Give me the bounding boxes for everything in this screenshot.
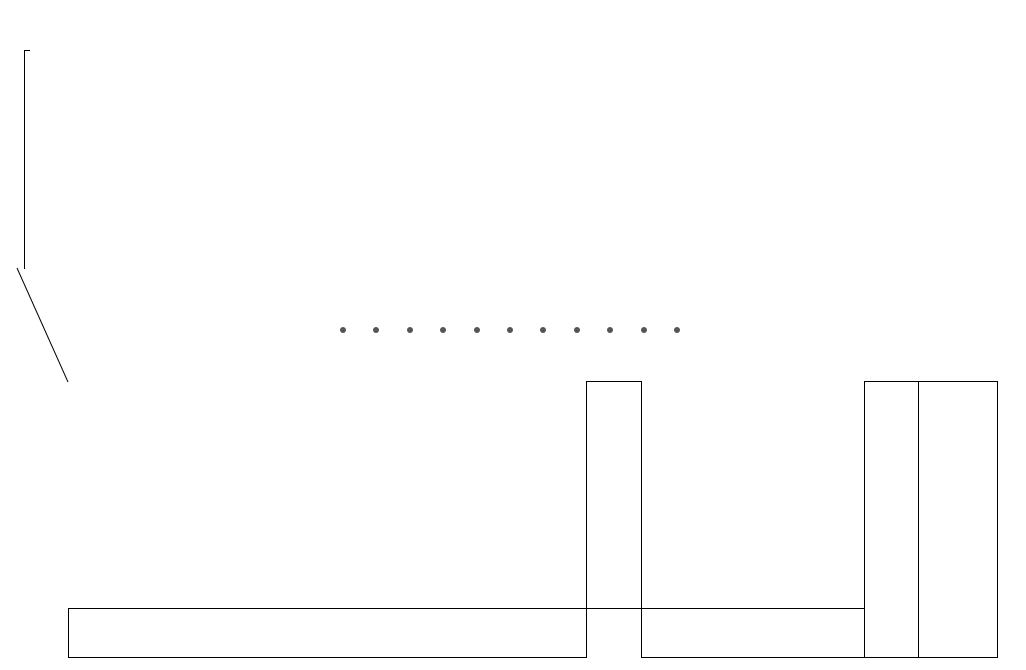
bicycle-parking — [641, 608, 865, 658]
stairs-left — [586, 381, 642, 609]
storage-room — [918, 381, 998, 658]
driveway-dots — [340, 295, 680, 365]
motorcycle-parking — [68, 608, 587, 658]
driveway — [0, 295, 1026, 365]
stairs-right — [864, 381, 919, 658]
entrance-lane-label — [36, 55, 66, 270]
